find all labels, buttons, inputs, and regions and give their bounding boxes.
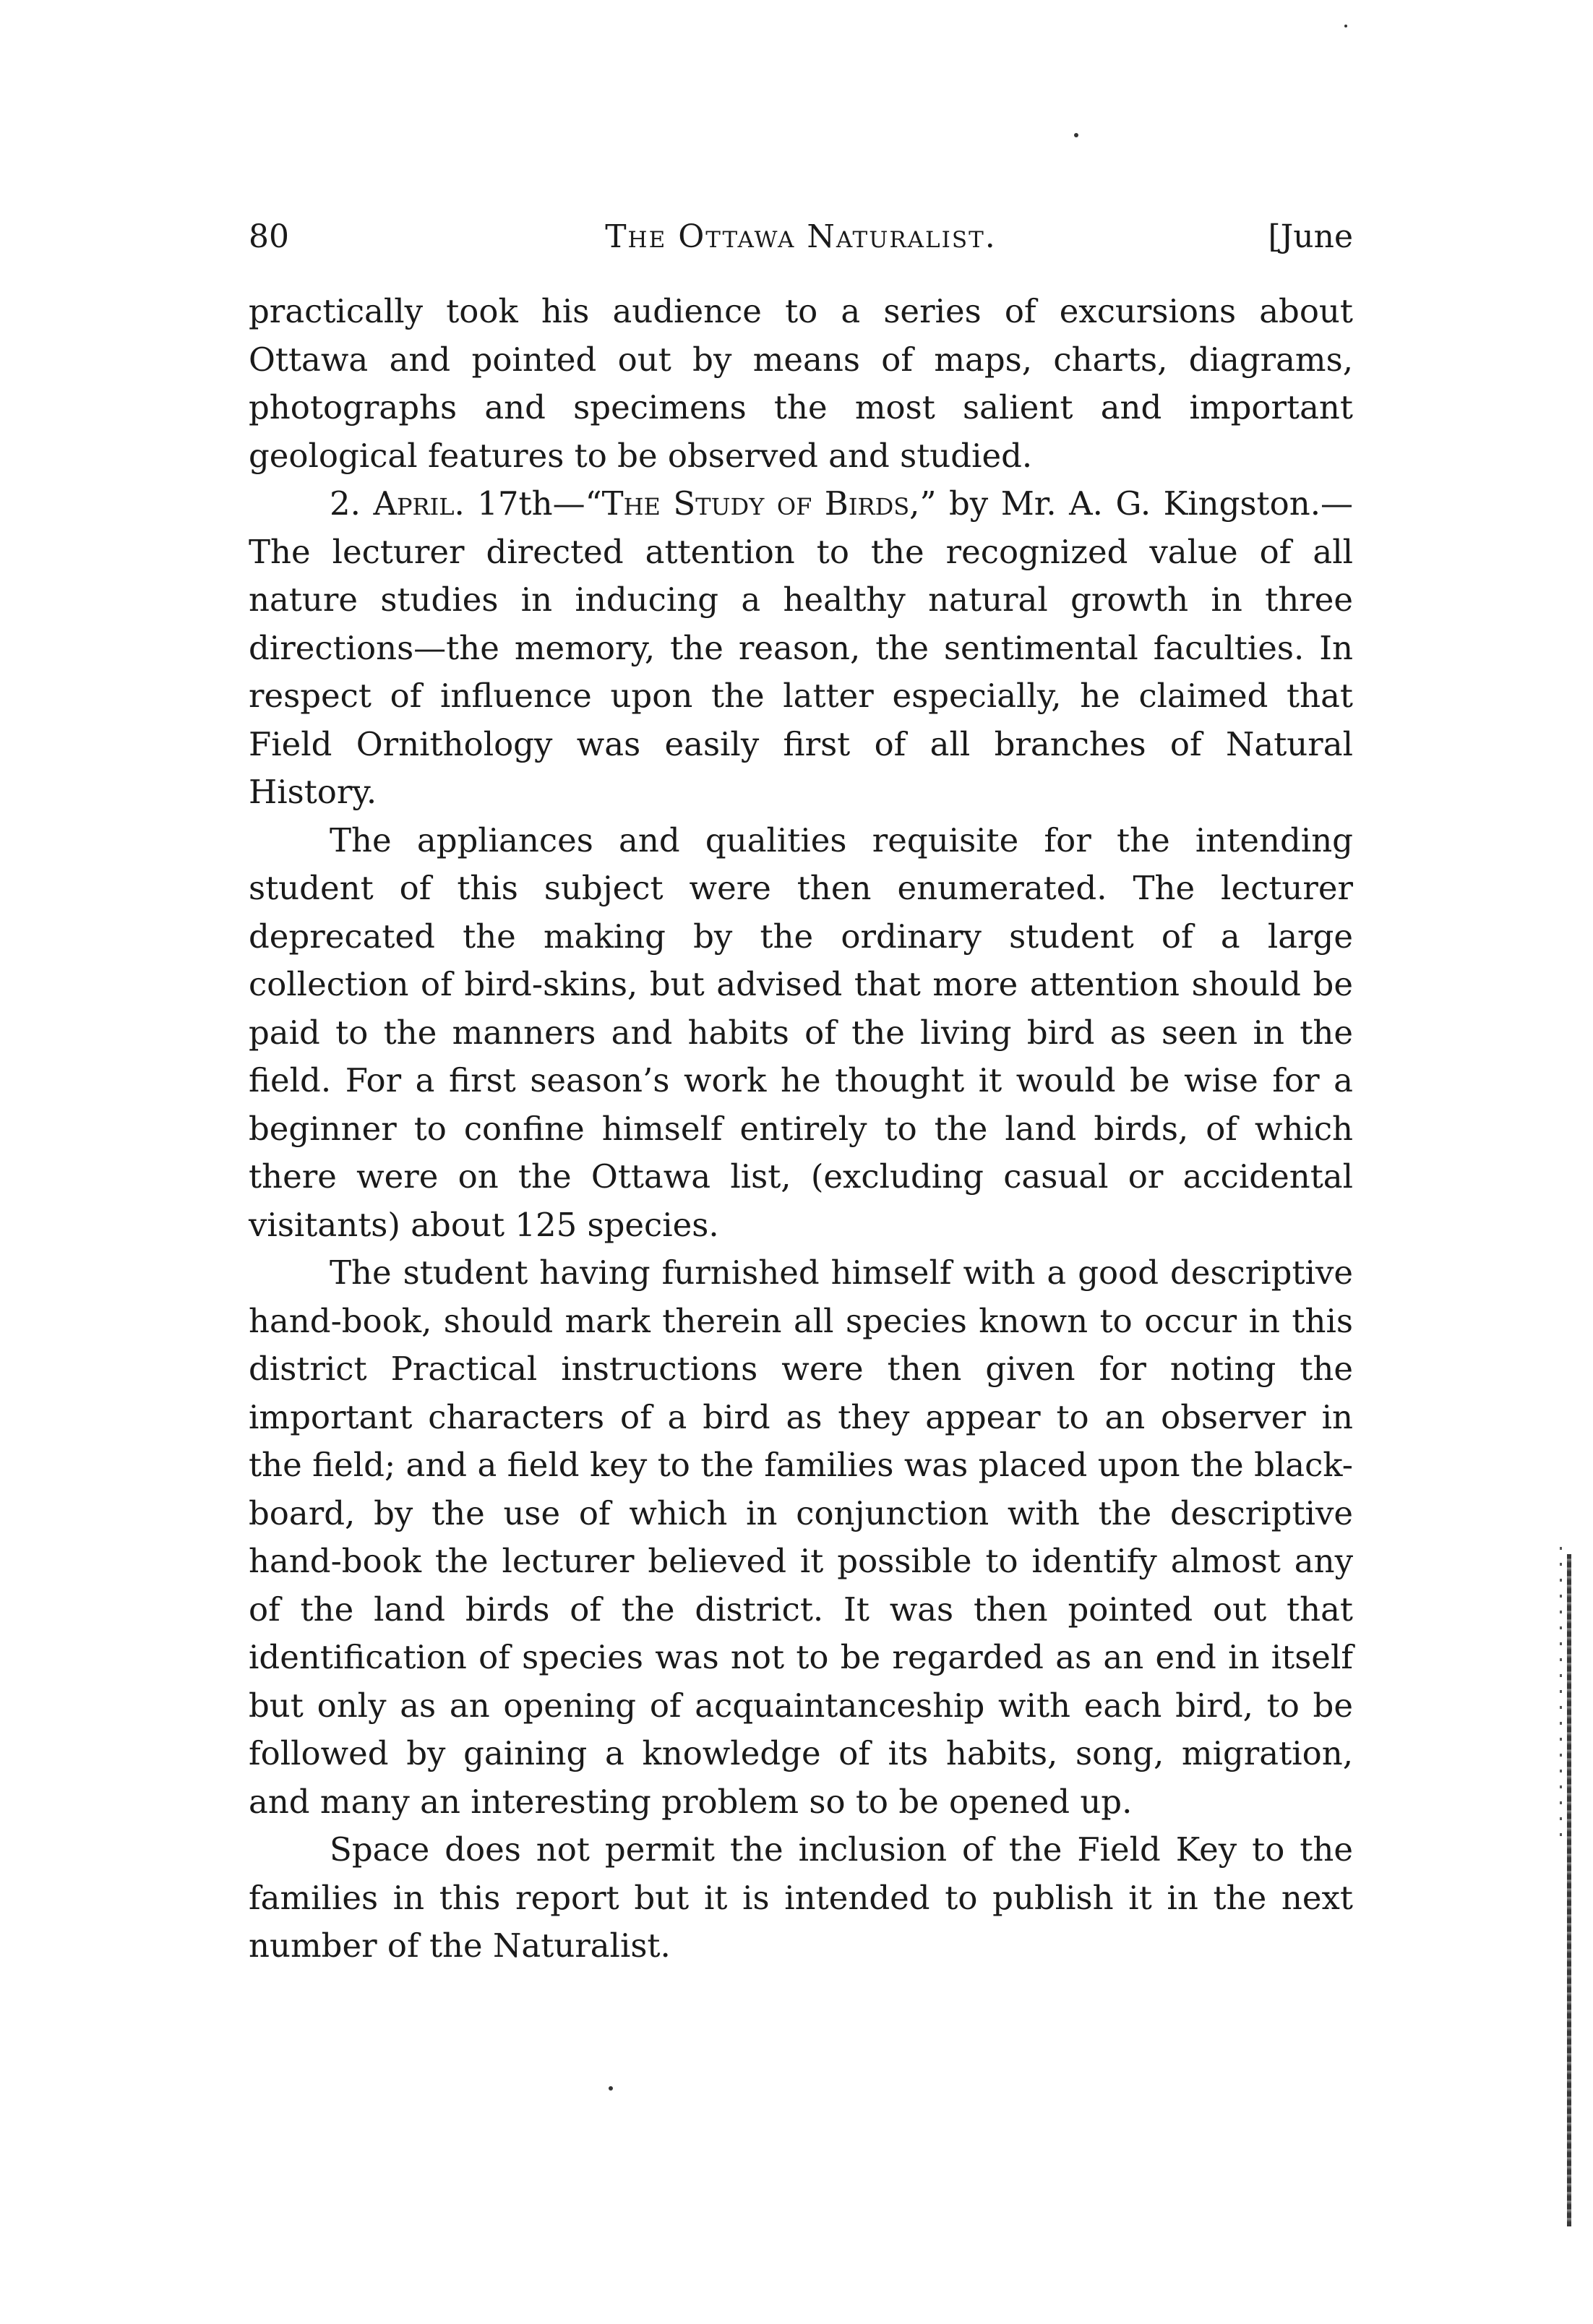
paragraph-birds-lecture	[249, 480, 1353, 817]
article-body	[249, 288, 1353, 1971]
page-number: 80	[249, 218, 289, 255]
scan-binding-edge	[1567, 1554, 1571, 2226]
lecture-topic: The Study of Birds	[601, 484, 910, 523]
lecture-summary: ,” by Mr. A. G. Kingston.—The lecturer directed attention to the recognized value of all nature studies in inducing a healthy natural growth in three directions—the memory, the reason, the sentimental faculties. In respect of influence upon the latter especially, he claimed that Field Ornithology was easily first of all branches of Natural History.	[249, 484, 1353, 811]
paragraph-field-key: Space does not permit the inclusion of the Field Key to the families in this report but it is intended to publish it in the next number of the Naturalist.	[249, 1830, 1353, 1965]
lecture-month: April	[373, 484, 455, 523]
journal-title: The Ottawa Naturalist.	[605, 218, 997, 255]
scan-speck	[1344, 25, 1347, 27]
paragraph-appliances: The appliances and qualities requisite for the intending student of this subject were then enumerated. The lecturer deprecated the making by the ordinary student of a large collection of bird-skins, but advised that more attention should be paid to the manners and habits of the living bird as seen in the field. For a first season’s work he thought it would be wise for a beginner to confine himself entirely to the land birds, of which there were on the Ottawa list, (excluding casual or accidental visitants) about 125 species.	[249, 820, 1353, 1244]
paragraph-handbook: The student having furnished himself with a good descriptive hand-book, should mark therein all species known to occur in this district Practical instructions were then given for noting the important characters of a bird as they appear to an observer in the field; and a field key to the families was placed upon the black-board, by the use of which in conjunction with the descriptive hand-book the lecturer believed it possible to identify almost any of the land birds of the district. It was then pointed out that identification of species was not to be regarded as an end in itself but only as an opening of acquaintanceship with each bird, to be followed by gaining a knowledge of its habits, song, migration, and many an interesting problem so to be opened up.	[249, 1253, 1353, 1821]
issue-month: [June	[1268, 218, 1353, 255]
lecture-date: . 17th—“	[454, 484, 602, 523]
scan-speck	[609, 2086, 613, 2091]
running-header	[249, 208, 1353, 266]
paragraph-geology-lecture: practically took his audience to a series of excursions about Ottawa and pointed out by means of maps, charts, diagrams, photographs and specimens the most salient and important geological features to be observed and studied.	[249, 292, 1353, 475]
scan-binding-dots	[1560, 1547, 1562, 1836]
scan-speck	[1074, 133, 1078, 137]
lecture-number: 2.	[330, 484, 374, 523]
